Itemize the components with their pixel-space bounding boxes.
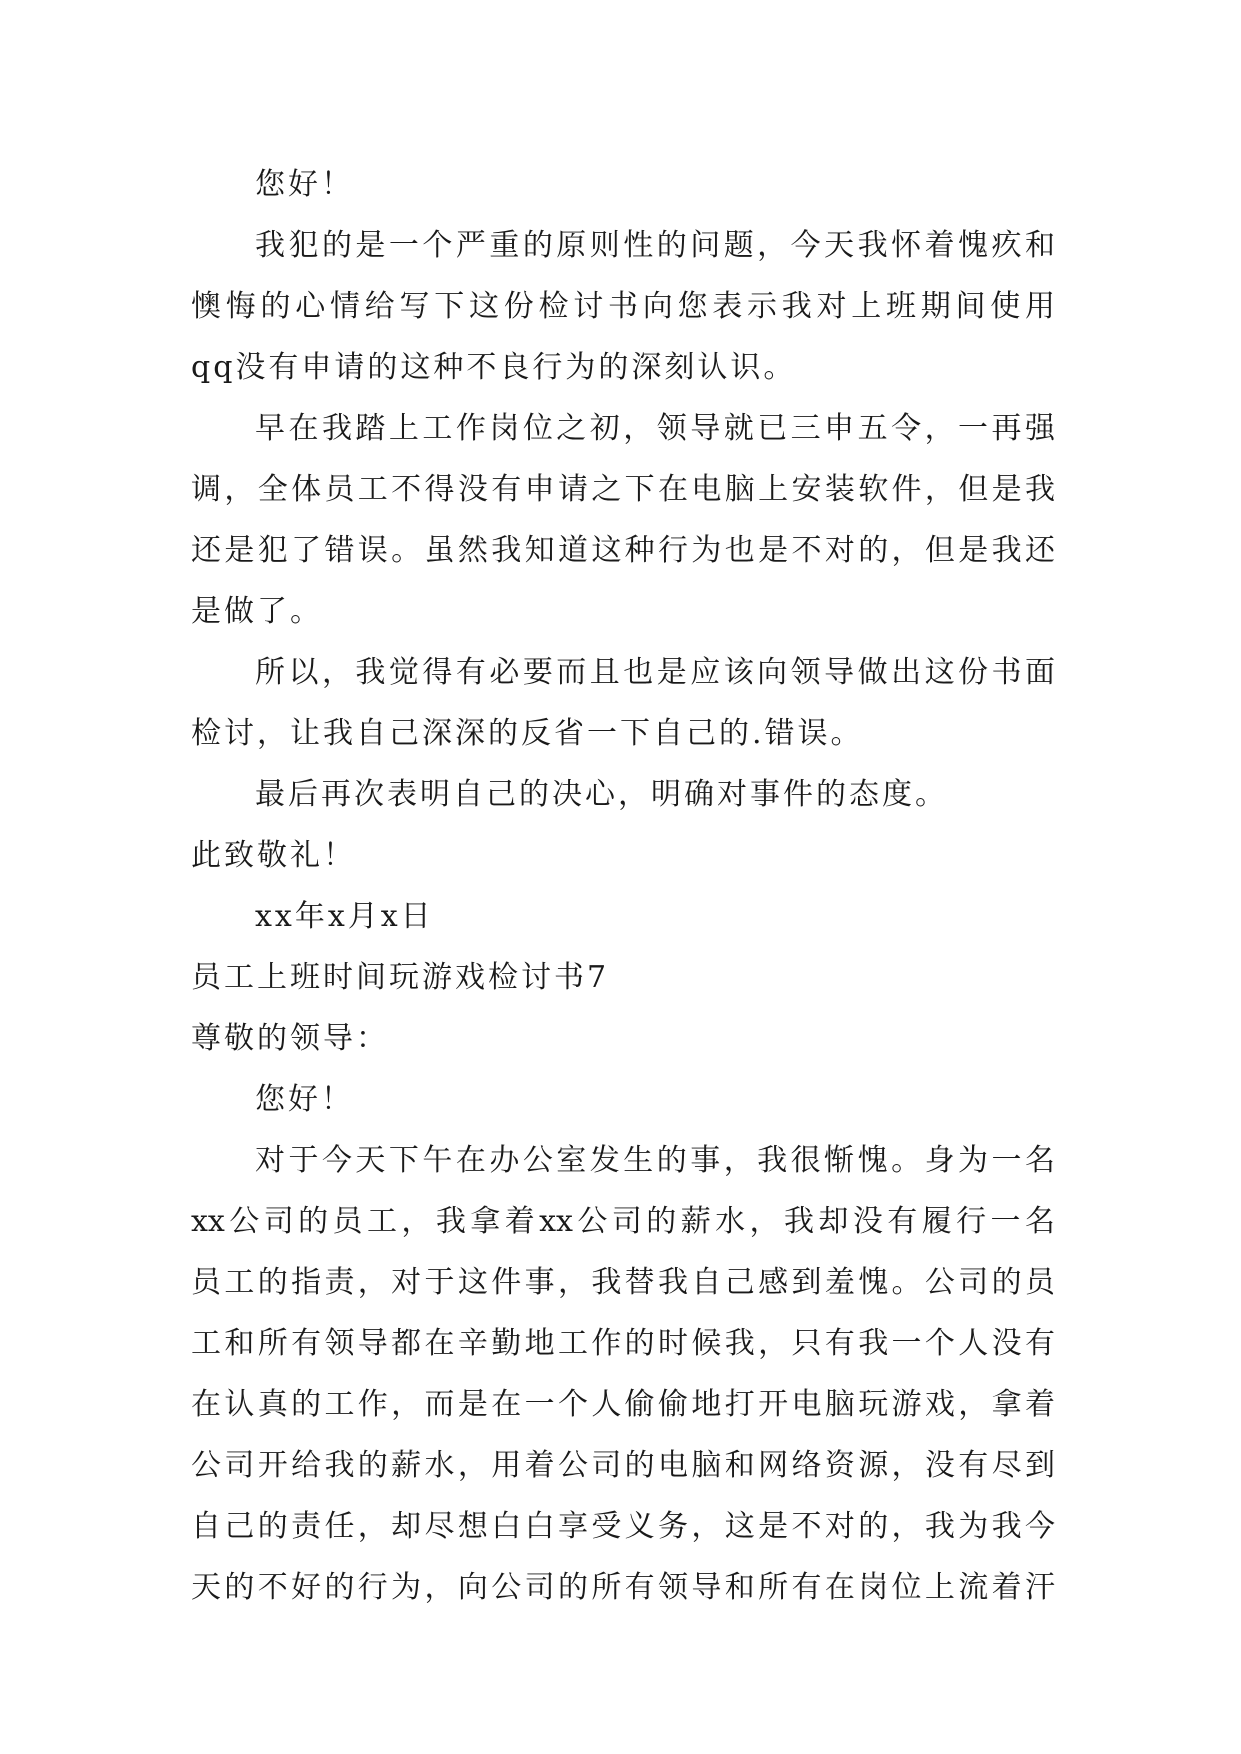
text-line: 您好！: [255, 167, 354, 202]
text-line: 此致敬礼！: [191, 838, 356, 873]
text-line: 尊敬的领导：: [191, 1021, 389, 1056]
text-line: 所以，我觉得有必要而且也是应该向领导做出这份书面: [255, 655, 1055, 690]
text-line: 还是犯了错误。虽然我知道这种行为也是不对的，但是我还: [191, 533, 1055, 568]
text-line: 懊悔的心情给写下这份检讨书向您表示我对上班期间使用: [191, 289, 1055, 324]
text-line: 对于今天下午在办公室发生的事，我很惭愧。身为一名: [255, 1143, 1055, 1178]
text-line: 员工的指责，对于这件事，我替我自己感到羞愧。公司的员: [191, 1265, 1055, 1300]
text-line: 您好！: [255, 1082, 354, 1117]
text-line: 我犯的是一个严重的原则性的问题，今天我怀着愧疚和: [255, 228, 1055, 263]
text-line: 是做了。: [191, 594, 323, 629]
text-line: 早在我踏上工作岗位之初，领导就已三申五令，一再强: [255, 411, 1055, 446]
text-line: xx年x月x日: [255, 899, 434, 934]
text-line: xx公司的员工，我拿着xx公司的薪水，我却没有履行一名: [191, 1204, 1055, 1239]
text-line: 天的不好的行为，向公司的所有领导和所有在岗位上流着汗: [191, 1570, 1055, 1605]
text-line: 自己的责任，却尽想白白享受义务，这是不对的，我为我今: [191, 1509, 1055, 1544]
text-line: 在认真的工作，而是在一个人偷偷地打开电脑玩游戏，拿着: [191, 1387, 1055, 1422]
document-page: [191, 154, 1055, 1618]
text-line: 工和所有领导都在辛勤地工作的时候我，只有我一个人没有: [191, 1326, 1055, 1361]
text-line: 员工上班时间玩游戏检讨书7: [191, 960, 610, 995]
text-line: 调，全体员工不得没有申请之下在电脑上安装软件，但是我: [191, 472, 1055, 507]
text-line: 最后再次表明自己的决心，明确对事件的态度。: [255, 777, 948, 812]
text-line: 公司开给我的薪水，用着公司的电脑和网络资源，没有尽到: [191, 1448, 1055, 1483]
text-line: qq没有申请的这种不良行为的深刻认识。: [191, 350, 797, 385]
text-line: 检讨，让我自己深深的反省一下自己的.错误。: [191, 716, 864, 751]
